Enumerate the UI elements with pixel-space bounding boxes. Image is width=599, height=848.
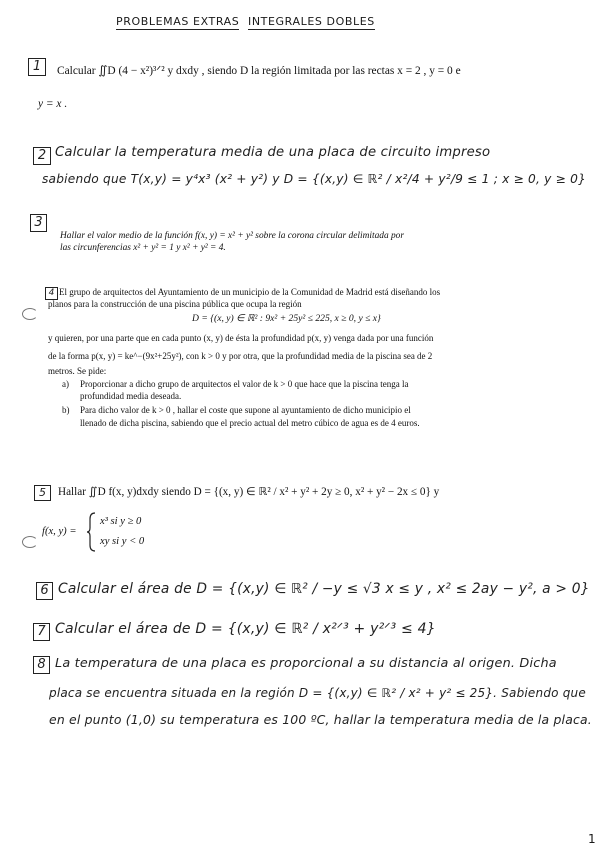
problem-1-number: 1 xyxy=(28,58,46,76)
problem-5-case1: x³ si y ≥ 0 xyxy=(100,516,142,527)
problem-3-line2: las circunferencias x² + y² = 1 y x² + y² = 4. xyxy=(60,243,226,253)
problem-8-line2: placa se encuentra situada en la región D = {(x,y) ∈ ℝ² / x² + y² ≤ 25}. Sabiendo que xyxy=(49,686,586,700)
problem-2-number: 2 xyxy=(33,147,51,165)
problem-4-line1: El grupo de arquitectos del Ayuntamiento de un municipio de la Comunidad de Madrid está diseñando los xyxy=(59,287,441,297)
problem-8-line1: La temperatura de una placa es proporcional a su distancia al origen. Dicha xyxy=(55,656,557,671)
problem-4-a-label: a) xyxy=(62,379,69,389)
problem-5-line1: Hallar ∬D f(x, y)dxdy siendo D = {(x, y) ∈ ℝ² / x² + y² + 2y ≥ 0, x² + y² − 2x ≤ 0} y xyxy=(58,486,440,498)
page-number: 1 xyxy=(588,832,596,846)
problem-4-number: 4 xyxy=(45,287,58,300)
problem-4-a-line2: profundidad media deseada. xyxy=(80,391,182,401)
problem-5-number: 5 xyxy=(34,485,51,501)
problem-4-line3: y quieren, por una parte que en cada punto (x, y) de ésta la profundidad p(x, y) venga dada por una función xyxy=(48,333,434,343)
problem-6-number: 6 xyxy=(36,582,53,600)
problem-8-number: 8 xyxy=(33,656,50,674)
problem-5-case2: xy si y < 0 xyxy=(100,536,145,547)
binder-hole-mark xyxy=(22,536,38,548)
problem-3-number: 3 xyxy=(30,214,47,232)
binder-hole-mark xyxy=(22,308,38,320)
problem-7-line1: Calcular el área de D = {(x,y) ∈ ℝ² / x²ᐟ³ + y²ᐟ³ ≤ 4} xyxy=(55,621,436,637)
problem-2-line2: sabiendo que T(x,y) = y⁴x³ (x² + y²) y D = {(x,y) ∈ ℝ² / x²/4 + y²/9 ≤ 1 ; x ≥ 0, y ≥ 0} xyxy=(42,172,587,186)
problem-4-b-label: b) xyxy=(62,405,70,415)
problem-2-line1: Calcular la temperatura media de una placa de circuito impreso xyxy=(55,145,491,160)
brace-icon xyxy=(86,512,96,552)
problem-1-line2: y = x . xyxy=(38,98,68,110)
problem-1-line1: Calcular ∬D (4 − x²)³ᐟ² y dxdy , siendo D la región limitada por las rectas x = 2 , y = 0 e xyxy=(57,65,461,77)
problem-4-b-line2: llenado de dicha piscina, sabiendo que el precio actual del metro cúbico de agua es de 4 euros. xyxy=(80,418,420,428)
problem-4-line5: metros. Se pide: xyxy=(48,366,107,376)
problem-6-line1: Calcular el área de D = {(x,y) ∈ ℝ² / −y ≤ √3 x ≤ y , x² ≤ 2ay − y², a > 0} xyxy=(58,581,590,597)
problem-7-number: 7 xyxy=(33,623,50,641)
title-right: INTEGRALES DOBLES xyxy=(248,15,375,28)
problem-5-f-lhs: f(x, y) = xyxy=(42,526,77,537)
problem-4-region: D = {(x, y) ∈ ℝ² : 9x² + 25y² ≤ 225, x ≥ 0, y ≤ x} xyxy=(192,313,381,324)
problem-8-line3: en el punto (1,0) su temperatura es 100 ºC, hallar la temperatura media de la placa. xyxy=(49,712,592,727)
title-left: PROBLEMAS EXTRAS xyxy=(116,15,240,28)
problem-4-line2: planos para la construcción de una piscina pública que ocupa la región xyxy=(48,299,302,309)
problem-4-line4: de la forma p(x, y) = ke^−(9x²+25y²), con k > 0 y por otra, que la profundidad media de la piscina sea de 2 xyxy=(48,351,433,361)
problem-4-b-line1: Para dicho valor de k > 0 , hallar el coste que supone al ayuntamiento de dicho municipio el xyxy=(80,405,411,415)
problem-3-line1: Hallar el valor medio de la función f(x, y) = x² + y² sobre la corona circular delimitada por xyxy=(60,231,404,241)
problem-4-a-line1: Proporcionar a dicho grupo de arquitectos el valor de k > 0 que hace que la piscina tenga la xyxy=(80,379,409,389)
